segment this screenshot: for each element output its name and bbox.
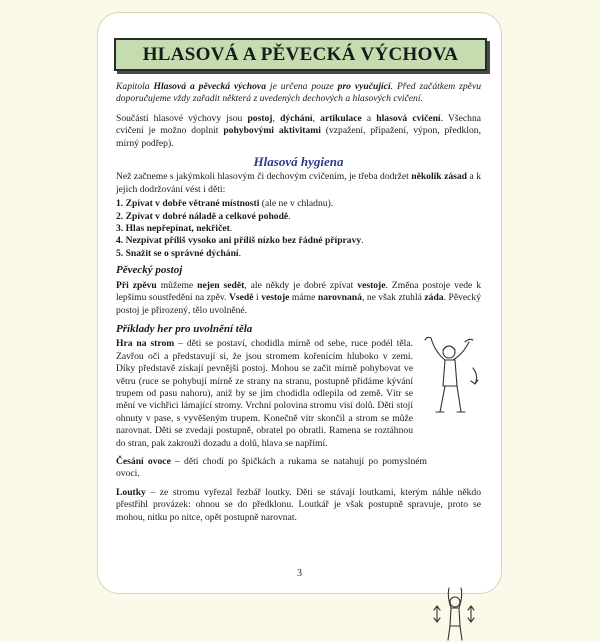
game-fruit <box>116 456 427 481</box>
text-bold: záda <box>424 292 444 304</box>
chapter-title <box>114 38 487 71</box>
text: Součástí hlasové výchovy jsou <box>116 112 248 124</box>
intro-text: Kapitola <box>116 81 154 92</box>
page-content <box>116 81 481 530</box>
text: máme <box>289 292 318 304</box>
intro-text: . Před začátkem zpěvu doporučujeme vždy zařadit některá z uvedených dechových a hlasových cvičení. <box>116 81 481 105</box>
text: (vzpažení, připažení, výpon, předklon, mírný podřep). <box>116 125 481 149</box>
text-bold: pohybovými aktivitami <box>223 125 321 137</box>
rule-text: (ale ne v chladnu). <box>259 198 334 210</box>
text: i <box>253 292 262 304</box>
text-bold: Při zpěvu <box>116 279 157 291</box>
game-text: – děti se postaví, chodidla mírně od sebe, ruce podél těla. Zavřou oči a představují si, že jsou stromem kořenícím hluboko v zemi. Díky představě získají pevnější postoj. Mohou se začít mírně pohybovat ve větru (ruce se pohybují mírně ze strany na stranu, postupně přidáme kývání trupem od pasu nahoru), aniž by se jim chodidla odlepila od země. Vítr se mění ve vichřici lámající stromy. Vrchní polovina stromu visí dolů. Děti stojí ohnuty v pase, s vyvěšeným trupem. Konečně vítr skončil a strom se může narovnat. Děti se zvedají postupně, obratel po obratli. Ramena se roztáhnou do stran, pak zakrouží dozadu a dolů, hlava se napřímí. <box>116 338 413 449</box>
list-item <box>116 223 481 235</box>
posture-paragraph <box>116 280 481 317</box>
text: můžeme <box>156 279 198 291</box>
rule-bold: 2. Zpívat v dobré náladě a celkové pohodě <box>116 210 289 222</box>
hygiene-intro <box>116 171 481 196</box>
text: a k jejich dodržování vést i děti: <box>116 171 481 195</box>
text-bold: dýchání <box>280 112 313 124</box>
text-bold: vestoje <box>357 279 386 291</box>
text: , <box>272 112 281 124</box>
game-tree <box>116 338 413 450</box>
rule-bold: 5. Snažit se o správné dýchání <box>116 247 239 259</box>
games-heading: Příklady her pro uvolnění těla <box>116 322 253 335</box>
game-text: – ze stromu vyřezal řezbář loutky. Děti se stávají loutkami, kterým náhle někdo přestřihl provázek: ohnou se do předklonu. Loutkář je však postupně spravuje, proto se mohou, nitku po nitce, opět postupně narovnat. <box>116 486 481 523</box>
games-section <box>116 338 481 524</box>
list-item <box>116 198 481 210</box>
text: . Všechna cvičení je možno doplnit <box>116 112 481 137</box>
text: . Pěvecký postoj je přirozený, tělo uvolněné. <box>116 292 481 316</box>
game-text: – děti chodí po špičkách a rukama se natahují po pomyslném ovoci. <box>116 455 427 480</box>
fruit-picking-illustration <box>431 586 477 642</box>
rule-text: . <box>229 223 233 235</box>
text: Než začneme s jakýmkoli hlasovým či dechovým cvičením, je třeba dodržet <box>116 171 412 183</box>
rule-text: . <box>238 247 242 259</box>
rule-text: . <box>361 235 364 247</box>
text: , ne však ztuhlá <box>361 292 425 304</box>
text-bold: narovnaná <box>317 292 362 304</box>
text-bold: artikulace <box>320 112 362 124</box>
intro-text: je určena pouze <box>266 81 338 92</box>
intro-bold: pro vyučující <box>337 81 391 92</box>
posture-heading: Pěvecký postoj <box>116 264 183 277</box>
text-bold: nejen sedět <box>197 279 245 291</box>
hygiene-rules-list <box>116 198 481 260</box>
text-bold: několik zásad <box>411 171 468 183</box>
game-name: Česání ovoce <box>116 455 171 467</box>
text-bold: hlasová cvičení <box>376 112 441 124</box>
rule-text: . <box>288 210 291 222</box>
text: , <box>312 112 321 124</box>
game-name: Loutky <box>116 486 146 498</box>
rule-bold: 3. Hlas nepřepínat, nekřičet <box>116 223 230 235</box>
list-item <box>116 235 481 247</box>
rule-bold: 4. Nezpívat příliš vysoko ani příliš nízko bez řádné přípravy <box>116 235 362 247</box>
page <box>97 12 502 594</box>
text: . Změna postoje vede k lepšímu soustředění na zpěv. <box>116 279 482 304</box>
intro-paragraph <box>116 81 481 106</box>
hygiene-heading: Hlasová hygiena <box>253 154 344 170</box>
text-bold: Vsedě <box>229 292 254 304</box>
page-number: 3 <box>297 568 302 579</box>
intro-bold: Hlasová a pěvecká výchova <box>153 81 266 92</box>
game-name: Hra na strom <box>116 338 175 350</box>
text: , ale někdy je dobré zpívat <box>244 279 358 291</box>
components-paragraph <box>116 113 481 150</box>
list-item <box>116 248 481 260</box>
chapter-title-text: HLASOVÁ A PĚVECKÁ VÝCHOVA <box>142 43 459 65</box>
list-item <box>116 211 481 223</box>
text-bold: postoj <box>247 112 273 124</box>
text-bold: vestoje <box>261 292 290 304</box>
tree-child-illustration <box>421 334 485 426</box>
game-puppets <box>116 487 481 524</box>
rule-bold: 1. Zpívat v dobře větrané místnosti <box>116 198 260 210</box>
text: a <box>361 112 377 124</box>
